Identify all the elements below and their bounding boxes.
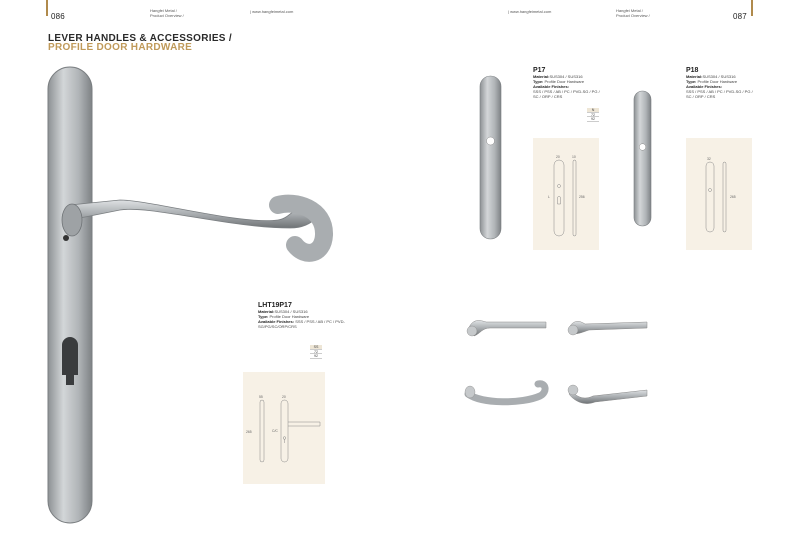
lever-variant-curved-2 — [563, 378, 653, 408]
type-label: Type: — [533, 79, 544, 84]
material-label: Material: — [258, 309, 275, 314]
breadcrumb-section: Product Overview / — [150, 12, 184, 18]
breadcrumb-company: Hangfei Metal / — [150, 8, 177, 13]
type-value: Profile Door Hardware — [697, 79, 738, 84]
lever-variant-straight-1 — [462, 312, 552, 340]
right-gold-bar — [751, 0, 753, 16]
swatch-2: 72 — [587, 113, 599, 118]
dim-a: 55 — [259, 395, 263, 399]
p17-plate-photo — [478, 75, 504, 241]
material-value: SUS304 / SUS316 — [549, 74, 583, 79]
dim-b: 20 — [282, 395, 286, 399]
left-website: | www.hangfeimetal.com — [250, 9, 294, 14]
type-label: Type: — [686, 79, 697, 84]
swatch-1: SS — [310, 345, 322, 350]
p17-technical-drawing — [533, 138, 599, 250]
finishes-label: Available Finishes: — [533, 84, 570, 89]
product-spec-lht19p17 — [258, 302, 348, 329]
finishes-value: SSS / PSS / AB / PC / PVD-SG / PG / SC / ORP / CRS — [686, 89, 753, 99]
dim-height: 256 — [579, 195, 585, 199]
swatch-2: 72 — [310, 350, 322, 355]
dim-l: L — [548, 195, 550, 199]
left-gold-bar — [46, 0, 48, 16]
product-code: LHT19P17 — [258, 302, 292, 309]
product-spec-p17 — [533, 67, 603, 99]
drawing-lines — [243, 372, 325, 484]
right-website: | www.hangfeimetal.com — [508, 9, 552, 14]
finishes-label: Available Finishes: — [258, 319, 295, 324]
technical-drawing — [243, 372, 325, 484]
type-value: Profile Door Hardware — [269, 314, 310, 319]
finishes-value: SSS / PSS / AB / PC / PVD-SG/PG/SC/ORP/CRS — [258, 319, 345, 329]
drawing-lines — [533, 138, 599, 250]
lever-variant-straight-2 — [563, 312, 653, 340]
dim-height: 265 — [730, 195, 736, 199]
right-page-number: 087 — [733, 12, 747, 21]
product-code: P17 — [533, 67, 546, 74]
finish-swatches — [587, 108, 599, 122]
product-code: P18 — [686, 67, 699, 74]
dim-a: 32 — [707, 157, 711, 161]
left-page-number: 086 — [51, 12, 65, 21]
finishes-value: SSS / PSS / AB / PC / PVD-SG / PG / SC / ORP / CRS — [533, 89, 600, 99]
p18-plate-photo — [632, 90, 654, 228]
spec-lines — [686, 74, 758, 99]
type-value: Profile Door Hardware — [544, 79, 585, 84]
dim-cc: C/C — [272, 429, 278, 433]
page-subtitle: PROFILE DOOR HARDWARE — [48, 42, 193, 53]
swatch-3: 92 — [310, 354, 322, 359]
dim-height: 265 — [246, 430, 252, 434]
material-value: SUS304 / SUS316 — [274, 309, 308, 314]
page-title: LEVER HANDLES & ACCESSORIES / — [48, 33, 232, 44]
right-breadcrumb — [616, 9, 650, 19]
dim-b: 10 — [572, 155, 576, 159]
spec-lines — [258, 309, 348, 329]
material-label: Material: — [686, 74, 703, 79]
spec-lines — [533, 74, 603, 99]
material-value: SUS304 / SUS316 — [702, 74, 736, 79]
finish-swatches — [310, 345, 322, 359]
breadcrumb-company: Hangfei Metal / — [616, 8, 643, 13]
drawing-lines — [686, 138, 752, 250]
type-label: Type: — [258, 314, 269, 319]
left-breadcrumb — [150, 9, 184, 19]
swatch-1: N — [587, 108, 599, 113]
swatch-3: 92 — [587, 117, 599, 122]
p18-technical-drawing — [686, 138, 752, 250]
product-spec-p18 — [686, 67, 758, 99]
finishes-label: Available Finishes: — [686, 84, 723, 89]
breadcrumb-section: Product Overview / — [616, 12, 650, 18]
material-label: Material: — [533, 74, 550, 79]
dim-a: 20 — [556, 155, 560, 159]
lever-variant-curved-1 — [462, 378, 552, 408]
